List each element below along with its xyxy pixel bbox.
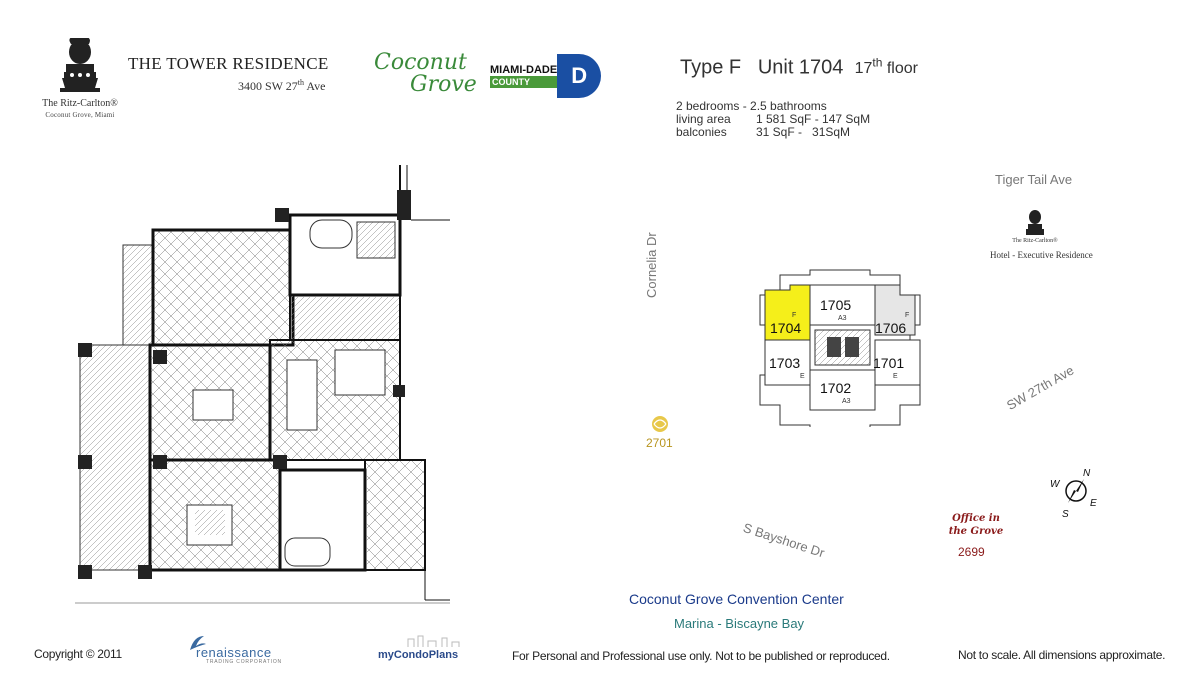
unit-1705-label: 1705 <box>820 297 852 313</box>
compass-n: N <box>1083 468 1091 479</box>
unit-1703-label: 1703 <box>769 355 801 371</box>
unit-1702-label: 1702 <box>820 380 852 396</box>
copyright-text: Copyright © 2011 <box>34 647 122 661</box>
hotel-brand: The Ritz-Carlton® <box>1012 238 1058 244</box>
convention-center-label: Coconut Grove Convention Center <box>629 591 844 607</box>
residence-title: THE TOWER RESIDENCE <box>128 54 329 73</box>
office-in-the-grove-label: Office in the Grove <box>948 513 1004 537</box>
unit-1702-type: A3 <box>842 398 851 405</box>
mycondo-skyline-icon <box>400 634 480 644</box>
balconies-row: balconies 31 SqF - 31SqM <box>676 125 851 139</box>
street-sw27: SW 27th Ave <box>1004 362 1077 413</box>
unit-heading: Type F Unit 1704 17th floor <box>680 56 918 79</box>
miami-dade-logo: MIAMI-DADE COUNTY D <box>490 54 601 98</box>
building-footprint <box>745 265 935 427</box>
hotel-lion-icon <box>1026 210 1044 241</box>
street-cornelia: Cornelia Dr <box>644 232 659 298</box>
unit-1701-label: 1701 <box>873 355 905 371</box>
unit-1704-label: 1704 <box>770 320 802 336</box>
mycondoplans-link[interactable]: myCondoPlans <box>378 649 459 661</box>
living-area-row: living area 1 581 SqF - 147 SqM <box>676 112 871 126</box>
unit-1701-type: E <box>893 373 898 380</box>
residence-address: 3400 SW 27th Ave <box>238 78 326 93</box>
scale-notice: Not to scale. All dimensions approximate. <box>958 648 1166 662</box>
ritz-carlton-location: Coconut Grove, Miami <box>45 111 115 119</box>
building-2701-label: 2701 <box>646 436 673 450</box>
unit-1705-type: A3 <box>838 315 847 322</box>
renaissance-name: renaissance <box>196 645 272 660</box>
usage-notice: For Personal and Professional use only. Not to be published or reproduced. <box>512 649 890 663</box>
compass-s: S <box>1062 509 1069 520</box>
ritz-carlton-name: The Ritz-Carlton® <box>42 98 118 109</box>
bedrooms-text: 2 bedrooms - 2.5 bathrooms <box>676 99 827 113</box>
floor-plan-drawing <box>75 160 455 610</box>
hotel-label: Hotel - Executive Residence <box>990 250 1093 260</box>
compass-rose-icon <box>1044 462 1114 522</box>
compass-w: W <box>1050 479 1060 490</box>
coconut-grove-logo: Coconut Grove <box>374 50 477 97</box>
office-number: 2699 <box>958 545 985 559</box>
marina-label: Marina - Biscayne Bay <box>674 616 805 631</box>
unit-1706-label: 1706 <box>875 320 907 336</box>
unit-1704-type: F <box>792 312 797 319</box>
unit-specs <box>676 100 870 139</box>
street-tiger-tail: Tiger Tail Ave <box>995 172 1073 187</box>
unit-1703-type: E <box>800 373 805 380</box>
compass-e: E <box>1090 498 1097 509</box>
street-bayshore: S Bayshore Dr <box>741 520 827 561</box>
unit-1706-type: F <box>905 312 910 319</box>
renaissance-sub: TRADING CORPORATION <box>206 659 282 665</box>
lion-crest-icon <box>20 38 140 98</box>
ritz-carlton-logo <box>20 38 140 103</box>
